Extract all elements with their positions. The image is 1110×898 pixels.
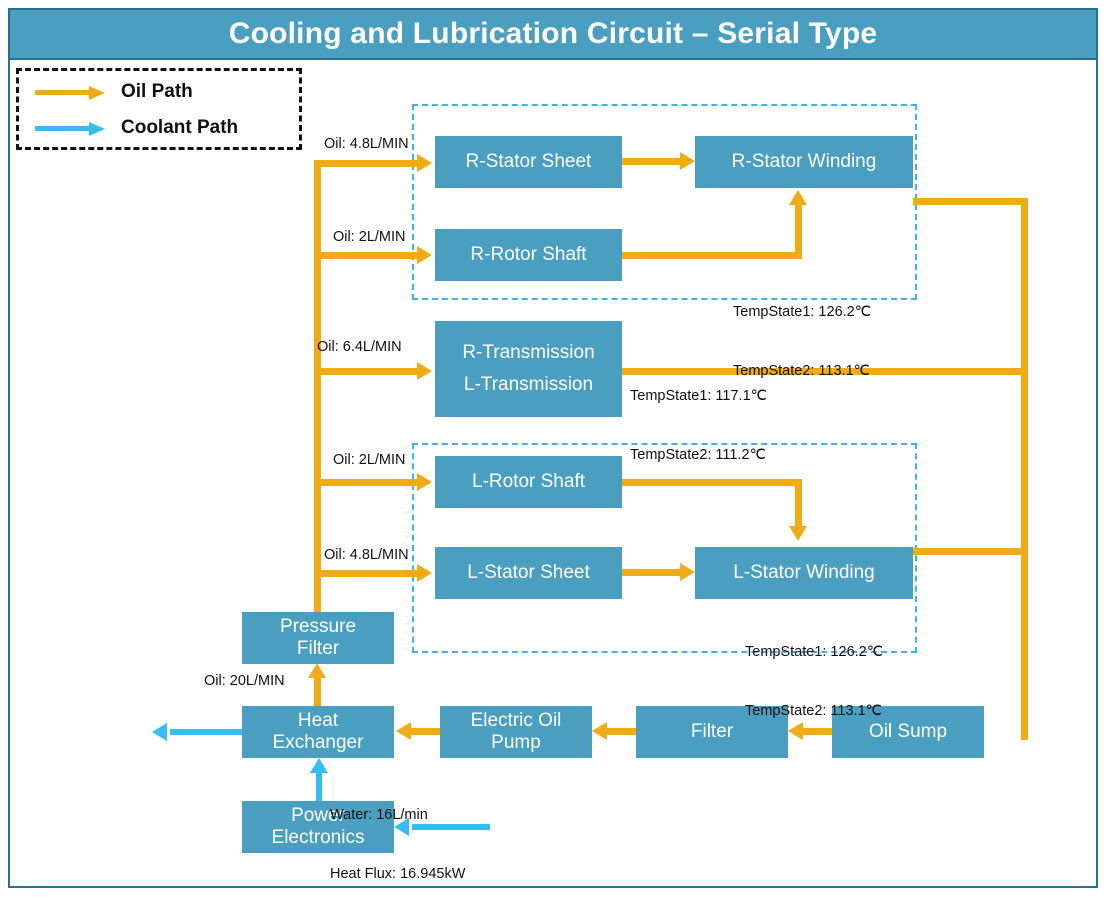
node-label: Oil Sump: [868, 720, 948, 742]
node-label: L-Stator Sheet: [467, 561, 590, 583]
arrow-right-icon: [680, 152, 695, 170]
oil-l-sheet-to-winding: [622, 569, 680, 576]
legend-item-coolant-path: [35, 117, 238, 139]
annotation-line-1: TempState1: 117.1℃: [630, 388, 767, 405]
arrow-right-icon: [417, 246, 432, 264]
node-label: R-Stator Sheet: [465, 150, 592, 172]
annotation-line-2: TempState2: 113.1℃: [745, 702, 882, 719]
oil-branch-l-rotor-shaft: [314, 479, 417, 486]
oil-r-shaft-to-winding-v: [795, 205, 802, 259]
annotation-line-2: Heat Flux: 16.945kW: [330, 865, 466, 882]
oil-riser-main: [314, 160, 321, 622]
oil-right-rail-v: [1021, 198, 1028, 740]
arrow-up-icon: [308, 663, 326, 678]
node-label-line2: Exchanger: [272, 732, 364, 753]
arrow-left-icon: [592, 722, 607, 740]
oil-branch-l-stator-sheet: [314, 570, 417, 577]
annotation-l-motor-temp: [745, 604, 883, 761]
oil-r-shaft-to-winding-h: [622, 252, 802, 259]
annotation-transmission-temp: [630, 348, 767, 505]
node-label-l-transmission: L-Transmission: [463, 374, 594, 395]
oil-rail-to-sump: [1021, 733, 1028, 740]
node-label: Filter: [690, 720, 734, 742]
arrow-left-icon: [396, 722, 411, 740]
node-label-r-transmission: R-Transmission: [462, 341, 595, 363]
node-r-stator-sheet[interactable]: [435, 136, 622, 188]
node-r-stator-winding[interactable]: [695, 136, 913, 188]
arrow-right-icon: [680, 563, 695, 581]
flow-label-r-stator-sheet: Oil: 4.8L/MIN: [324, 136, 409, 152]
node-label: R-Rotor Shaft: [470, 243, 587, 265]
node-transmission[interactable]: [435, 321, 622, 417]
node-r-rotor-shaft[interactable]: [435, 229, 622, 281]
oil-l-winding-out: [913, 548, 1028, 555]
node-label: R-Stator Winding: [731, 150, 877, 172]
node-label: L-Rotor Shaft: [472, 470, 585, 492]
arrow-right-icon: [417, 564, 432, 582]
arrow-up-icon: [789, 190, 807, 205]
node-l-stator-sheet[interactable]: [435, 547, 622, 599]
node-l-rotor-shaft[interactable]: [435, 456, 622, 508]
node-label: L-Stator Winding: [733, 561, 875, 583]
legend: [16, 68, 302, 150]
node-l-stator-winding[interactable]: [695, 547, 913, 599]
arrow-right-icon: [417, 154, 432, 172]
flow-label-r-rotor-shaft: Oil: 2L/MIN: [333, 229, 406, 245]
diagram-title-bar: [8, 8, 1098, 60]
arrow-left-icon: [152, 723, 167, 741]
node-label-line2: Filter: [296, 638, 340, 659]
annotation-line-1: TempState1: 126.2℃: [745, 644, 884, 661]
node-heat-exchanger[interactable]: [242, 706, 394, 758]
annotation-line-1: Water: 16L/min: [330, 807, 428, 824]
arrow-right-icon: [417, 473, 432, 491]
node-label-line1: Heat: [297, 709, 339, 731]
page-title: Cooling and Lubrication Circuit – Serial Type: [228, 17, 878, 50]
arrow-right-icon: [35, 122, 107, 134]
flow-label-transmission: Oil: 6.4L/MIN: [317, 339, 402, 355]
arrow-up-icon: [310, 758, 328, 773]
arrow-right-icon: [417, 362, 432, 380]
coolant-pe-to-hx: [316, 772, 322, 804]
legend-item-oil-path: [35, 81, 193, 103]
annotation-line-2: TempState2: 111.2℃: [630, 446, 766, 463]
oil-branch-r-rotor-shaft: [314, 252, 417, 259]
node-label-line1: Electric Oil: [470, 709, 562, 731]
annotation-line-2: TempState2: 113.1℃: [733, 362, 870, 379]
oil-r-winding-out-h: [913, 198, 1028, 205]
oil-branch-r-stator-sheet: [314, 160, 417, 167]
node-pressure-filter[interactable]: [242, 612, 394, 664]
node-label-line2: Electronics: [271, 827, 365, 848]
coolant-hx-out-h: [170, 729, 245, 735]
flow-label-l-stator-sheet: Oil: 4.8L/MIN: [324, 547, 409, 563]
annotation-line-1: TempState1: 126.2℃: [733, 304, 872, 321]
oil-r-sheet-to-winding: [622, 158, 680, 165]
legend-label-oil-path: Oil Path: [121, 81, 193, 102]
arrow-right-icon: [35, 86, 107, 98]
arrow-down-icon: [789, 526, 807, 541]
node-label-line1: Power: [291, 804, 345, 826]
oil-branch-transmission: [314, 368, 417, 375]
node-electric-oil-pump[interactable]: [440, 706, 592, 758]
annotation-coolant-water: [330, 767, 465, 898]
node-label-line1: Pressure: [279, 615, 357, 637]
oil-l-shaft-out-v: [795, 479, 802, 526]
flow-label-l-rotor-shaft: Oil: 2L/MIN: [333, 452, 406, 468]
node-label-line2: Pump: [491, 732, 541, 753]
flow-label-pump-out: Oil: 20L/MIN: [204, 673, 285, 689]
legend-label-coolant-path: Coolant Path: [121, 117, 239, 138]
